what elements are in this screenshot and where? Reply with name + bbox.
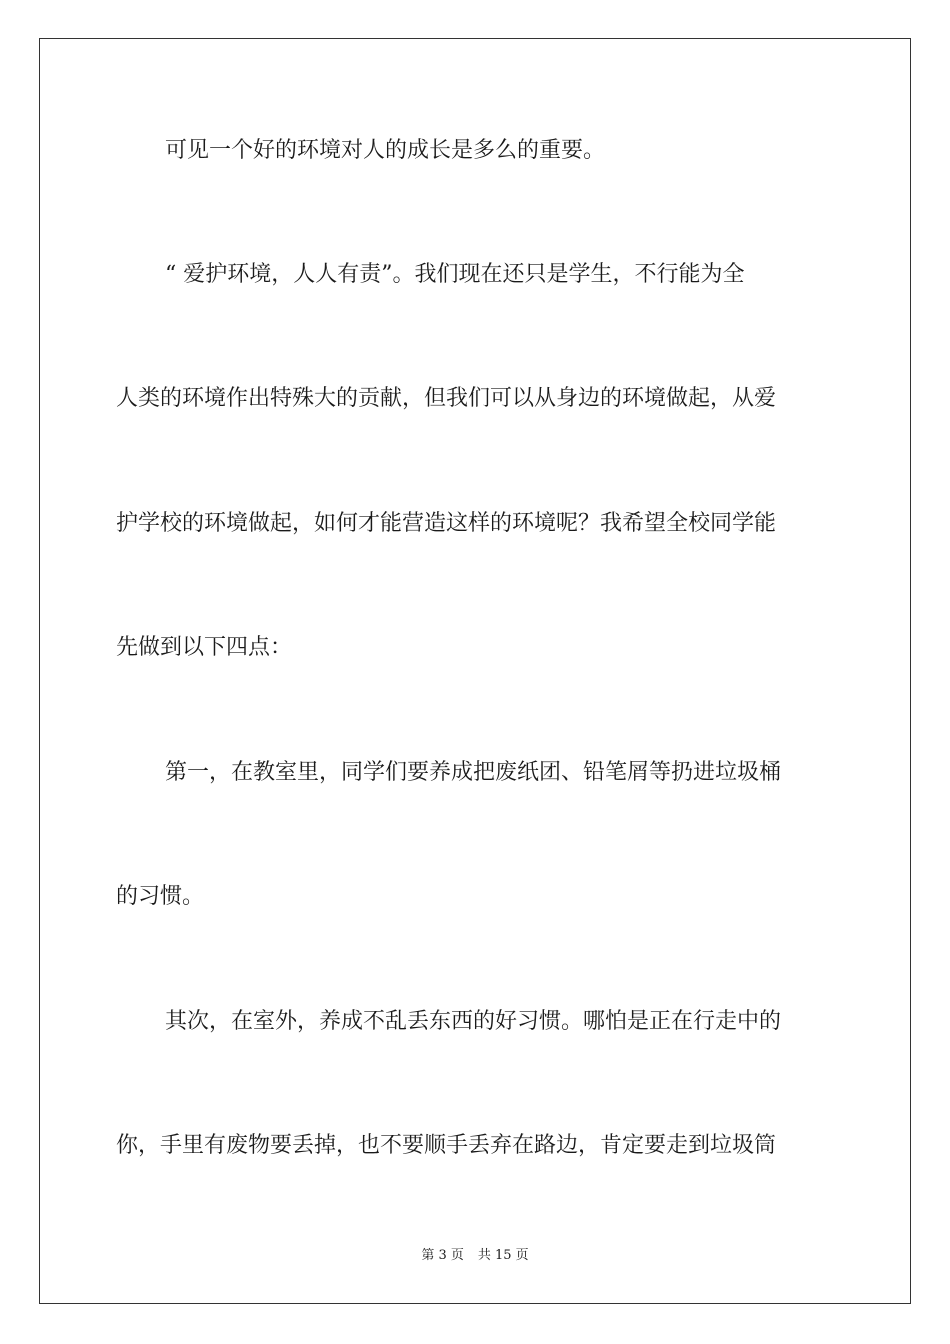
- page-number: 第 3 页: [421, 1248, 464, 1263]
- body-line-1: 可见一个好的环境对人的成长是多么的重要。: [165, 138, 606, 163]
- body-line-4: 护学校的环境做起，如何才能营造这样的环境呢？我希望全校同学能: [116, 511, 777, 536]
- body-line-6: 第一，在教室里，同学们要养成把废纸团、铅笔屑等扔进垃圾桶: [165, 760, 782, 785]
- page-footer: [0, 1247, 950, 1265]
- body-line-8: 其次，在室外，养成不乱丢东西的好习惯。哪怕是正在行走中的: [165, 1009, 782, 1034]
- page-border: [39, 38, 911, 1304]
- page-total: 共 15 页: [477, 1248, 529, 1263]
- body-line-2: “ 爱护环境，人人有责”。我们现在还只是学生，不行能为全: [165, 262, 745, 287]
- body-line-5: 先做到以下四点：: [116, 635, 293, 660]
- body-line-9: 你，手里有废物要丢掉，也不要顺手丢弃在路边，肯定要走到垃圾筒: [116, 1133, 777, 1158]
- body-line-7: 的习惯。: [116, 884, 205, 909]
- body-line-3: 人类的环境作出特殊大的贡献，但我们可以从身边的环境做起，从爱: [116, 386, 777, 411]
